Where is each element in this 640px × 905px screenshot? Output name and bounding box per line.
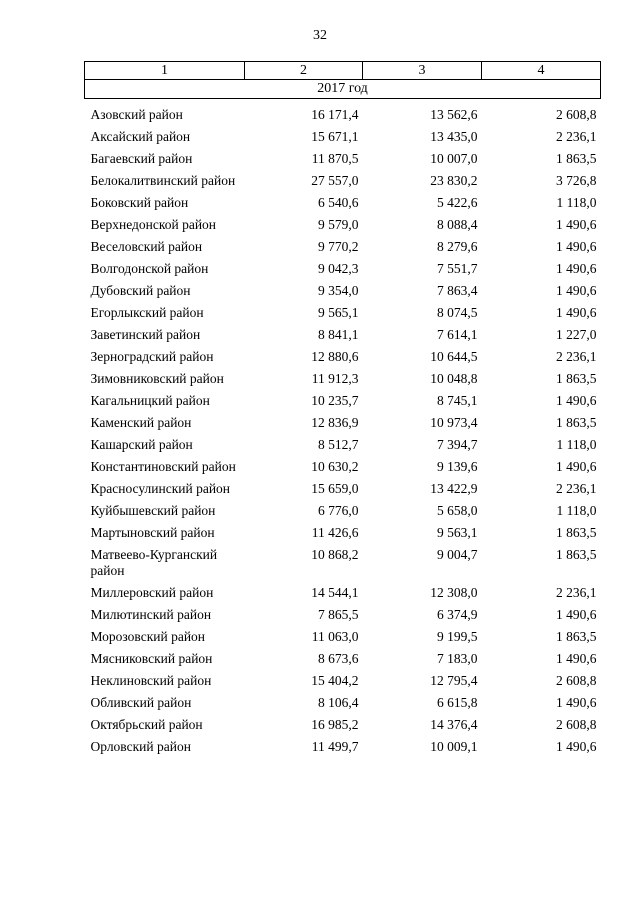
value-col-3: 7 614,1: [437, 327, 478, 342]
value-col-4: 2 236,1: [556, 349, 597, 364]
page-number: 32: [313, 28, 327, 43]
district-name: Каменский район: [90, 415, 192, 430]
district-name: Боковский район: [90, 195, 189, 210]
value-col-2: 8 673,6: [318, 651, 359, 666]
table-row: [85, 500, 601, 522]
table-row: [85, 714, 601, 736]
district-name: Кагальницкий район: [90, 393, 210, 408]
value-col-4: 2 608,8: [556, 107, 597, 122]
table-row: [85, 544, 601, 582]
table-row: [85, 280, 601, 302]
district-name: Кашарский район: [90, 437, 193, 452]
table-row: [85, 258, 601, 280]
value-col-2: 15 659,0: [311, 481, 359, 496]
district-name: Багаевский район: [90, 151, 193, 166]
table-row: [85, 346, 601, 368]
value-col-4: 1 490,6: [556, 217, 597, 232]
value-col-3: 12 795,4: [430, 673, 478, 688]
value-col-2: 9 042,3: [318, 261, 359, 276]
value-col-2: 6 540,6: [318, 195, 359, 210]
district-name: Неклиновский район: [90, 673, 212, 688]
table-row: [85, 170, 601, 192]
value-col-4: 1 490,6: [556, 607, 597, 622]
value-col-3: 13 422,9: [430, 481, 478, 496]
value-col-3: 9 139,6: [437, 459, 478, 474]
value-col-4: 1 227,0: [556, 327, 597, 342]
value-col-3: 8 745,1: [437, 393, 478, 408]
value-col-4: 1 863,5: [556, 629, 597, 644]
table-row: [85, 456, 601, 478]
value-col-2: 10 868,2: [311, 547, 359, 562]
district-name: Октябрьский район: [90, 717, 203, 732]
value-col-2: 11 870,5: [311, 151, 359, 166]
value-col-4: 2 236,1: [556, 481, 597, 496]
value-col-4: 1 863,5: [556, 371, 597, 386]
district-name: Зерноградский район: [90, 349, 214, 364]
district-name: Милютинский район: [90, 607, 212, 622]
value-col-3: 10 973,4: [430, 415, 478, 430]
value-col-4: 1 118,0: [556, 195, 597, 210]
table-row: [85, 148, 601, 170]
value-col-3: 8 279,6: [437, 239, 478, 254]
year-row: [85, 80, 601, 99]
value-col-3: 10 644,5: [430, 349, 478, 364]
value-col-4: 3 726,8: [556, 173, 597, 188]
value-col-4: 1 490,6: [556, 261, 597, 276]
column-header-1: 1: [85, 62, 245, 80]
value-col-3: 6 374,9: [437, 607, 478, 622]
data-table: [84, 61, 601, 758]
year-label: 2017 год: [85, 80, 601, 99]
value-col-4: 1 490,6: [556, 283, 597, 298]
value-col-3: 7 394,7: [437, 437, 478, 452]
value-col-3: 7 183,0: [437, 651, 478, 666]
table-row: [85, 434, 601, 456]
district-name: Мясниковский район: [90, 651, 213, 666]
column-header-2: 2: [245, 62, 363, 80]
column-header-3: 3: [363, 62, 482, 80]
value-col-4: 1 863,5: [556, 415, 597, 430]
table-row: [85, 582, 601, 604]
district-name: Матвеево-Курганский район: [90, 547, 218, 578]
district-name: Обливский район: [90, 695, 192, 710]
header-row: [85, 62, 601, 80]
table-row: [85, 478, 601, 500]
district-name: Морозовский район: [90, 629, 206, 644]
table-row: [85, 390, 601, 412]
table-row: [85, 412, 601, 434]
value-col-3: 23 830,2: [430, 173, 478, 188]
value-col-3: 10 009,1: [430, 739, 478, 754]
table-body: [85, 104, 601, 758]
value-col-3: 13 562,6: [430, 107, 478, 122]
district-name: Азовский район: [90, 107, 183, 122]
district-name: Мартыновский район: [90, 525, 215, 540]
value-col-2: 15 671,1: [311, 129, 359, 144]
value-col-4: 1 490,6: [556, 393, 597, 408]
value-col-2: 11 426,6: [311, 525, 359, 540]
value-col-4: 1 863,5: [556, 151, 597, 166]
table-row: [85, 302, 601, 324]
value-col-3: 8 074,5: [437, 305, 478, 320]
district-name: Заветинский район: [90, 327, 201, 342]
value-col-4: 1 490,6: [556, 695, 597, 710]
value-col-2: 15 404,2: [311, 673, 359, 688]
value-col-3: 10 007,0: [430, 151, 478, 166]
value-col-3: 6 615,8: [437, 695, 478, 710]
value-col-4: 1 118,0: [556, 503, 597, 518]
value-col-2: 11 063,0: [311, 629, 359, 644]
table-row: [85, 604, 601, 626]
table-row: [85, 324, 601, 346]
value-col-4: 1 490,6: [556, 239, 597, 254]
value-col-3: 10 048,8: [430, 371, 478, 386]
value-col-4: 2 608,8: [556, 717, 597, 732]
value-col-4: 1 490,6: [556, 305, 597, 320]
value-col-2: 27 557,0: [311, 173, 359, 188]
table-row: [85, 626, 601, 648]
value-col-2: 8 512,7: [318, 437, 359, 452]
value-col-3: 5 422,6: [437, 195, 478, 210]
value-col-3: 5 658,0: [437, 503, 478, 518]
value-col-3: 9 563,1: [437, 525, 478, 540]
value-col-2: 9 579,0: [318, 217, 359, 232]
table-row: [85, 522, 601, 544]
value-col-2: 7 865,5: [318, 607, 359, 622]
value-col-4: 1 118,0: [556, 437, 597, 452]
table-row: [85, 368, 601, 390]
value-col-4: 2 236,1: [556, 585, 597, 600]
table-row: [85, 214, 601, 236]
value-col-2: 10 235,7: [311, 393, 359, 408]
district-name: Константиновский район: [90, 459, 236, 474]
value-col-2: 10 630,2: [311, 459, 359, 474]
value-col-2: 12 880,6: [311, 349, 359, 364]
value-col-2: 12 836,9: [311, 415, 359, 430]
district-name: Дубовский район: [90, 283, 191, 298]
value-col-2: 14 544,1: [311, 585, 359, 600]
value-col-3: 7 551,7: [437, 261, 478, 276]
value-col-3: 14 376,4: [430, 717, 478, 732]
value-col-4: 1 863,5: [556, 525, 597, 540]
value-col-4: 1 863,5: [556, 547, 597, 562]
table-row: [85, 236, 601, 258]
value-col-2: 16 985,2: [311, 717, 359, 732]
district-name: Красносулинский район: [90, 481, 231, 496]
value-col-2: 9 770,2: [318, 239, 359, 254]
table-row: [85, 192, 601, 214]
district-name: Белокалитвинский район: [90, 173, 236, 188]
value-col-3: 12 308,0: [430, 585, 478, 600]
value-col-4: 2 608,8: [556, 673, 597, 688]
value-col-2: 9 565,1: [318, 305, 359, 320]
district-name: Веселовский район: [90, 239, 203, 254]
value-col-2: 11 912,3: [311, 371, 359, 386]
district-name: Верхнедонской район: [90, 217, 217, 232]
table-row: [85, 670, 601, 692]
value-col-3: 9 199,5: [437, 629, 478, 644]
district-name: Миллеровский район: [90, 585, 214, 600]
district-name: Егорлыкский район: [90, 305, 204, 320]
value-col-2: 16 171,4: [311, 107, 359, 122]
value-col-2: 11 499,7: [311, 739, 359, 754]
value-col-3: 8 088,4: [437, 217, 478, 232]
value-col-3: 9 004,7: [437, 547, 478, 562]
value-col-3: 7 863,4: [437, 283, 478, 298]
table-row: [85, 126, 601, 148]
value-col-2: 6 776,0: [318, 503, 359, 518]
value-col-2: 8 841,1: [318, 327, 359, 342]
value-col-4: 1 490,6: [556, 651, 597, 666]
value-col-3: 13 435,0: [430, 129, 478, 144]
column-header-4: 4: [482, 62, 601, 80]
district-name: Орловский район: [90, 739, 191, 754]
district-name: Аксайский район: [90, 129, 191, 144]
value-col-4: 1 490,6: [556, 459, 597, 474]
value-col-4: 1 490,6: [556, 739, 597, 754]
table-row: [85, 736, 601, 758]
table-row: [85, 104, 601, 126]
value-col-2: 8 106,4: [318, 695, 359, 710]
district-name: Зимовниковский район: [90, 371, 224, 386]
value-col-4: 2 236,1: [556, 129, 597, 144]
table-row: [85, 692, 601, 714]
district-name: Куйбышевский район: [90, 503, 216, 518]
value-col-2: 9 354,0: [318, 283, 359, 298]
table-row: [85, 648, 601, 670]
district-name: Волгодонской район: [90, 261, 209, 276]
